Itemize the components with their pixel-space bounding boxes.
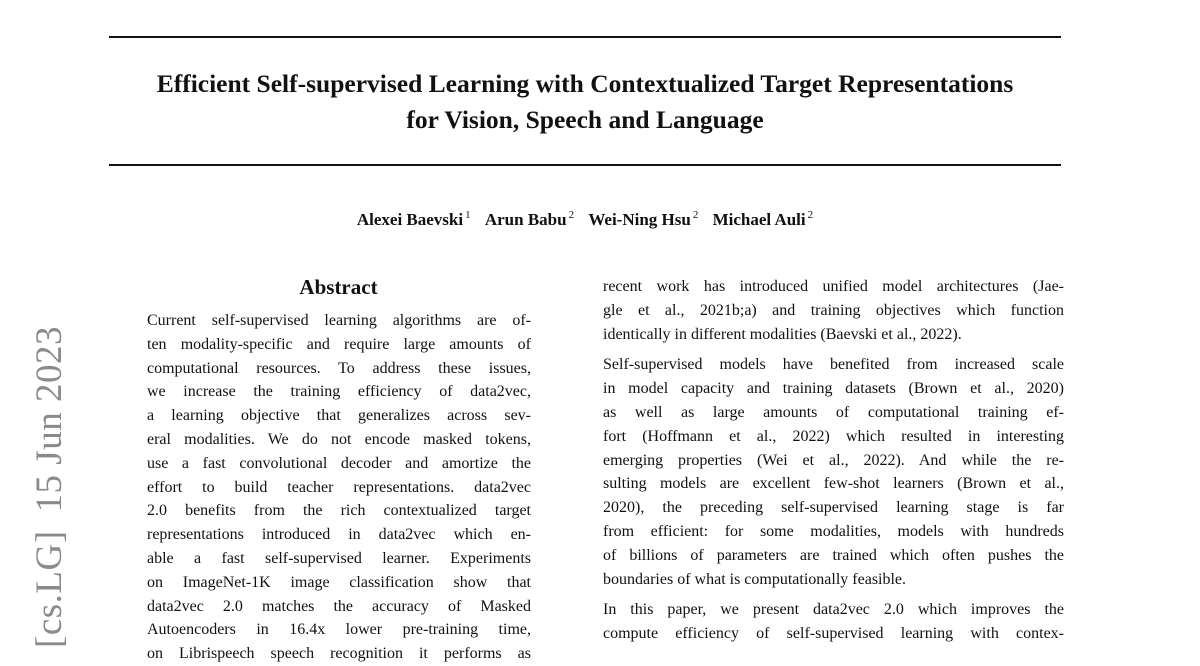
author — [713, 208, 814, 232]
intro-paragraph-2 — [603, 353, 1064, 591]
title-bottom-rule — [109, 164, 1061, 166]
intro-body — [603, 275, 1064, 646]
body-line: Self-supervised models have benefited from increased scale — [603, 356, 1064, 374]
body-line: 2020), the preceding self-supervised learning stage is far — [603, 499, 1064, 517]
body-line: sulting models are excellent few-shot learners (Brown et al., — [603, 475, 1064, 493]
body-line: gle et al., 2021b;a) and training objectives which function — [603, 301, 1064, 319]
author-name: Alexei Baevski — [356, 210, 464, 229]
abstract-line: a learning objective that generalizes across sev- — [147, 407, 531, 425]
arxiv-sidebar-stamp — [28, 326, 72, 648]
body-line: In this paper, we present data2vec 2.0 which improves the — [603, 601, 1064, 619]
abstract-line: use a fast convolutional decoder and amortize the — [147, 454, 531, 472]
abstract-line: computational resources. To address these issues, — [147, 359, 531, 377]
abstract-heading: Abstract — [299, 275, 378, 299]
author-list — [109, 208, 1061, 232]
body-line: recent work has introduced unified model architectures (Jae- — [603, 278, 1064, 295]
abstract-line: on ImageNet-1K image classification show that — [147, 573, 531, 591]
body-line: in model capacity and training datasets (Brown et al., 2020) — [603, 380, 1064, 398]
author-name: Wei-Ning Hsu — [588, 210, 691, 229]
paper-title — [109, 66, 1061, 138]
author-affiliation: 2 — [568, 209, 575, 221]
body-line: compute efficiency of self-supervised learning with contex- — [603, 625, 1064, 643]
body-line: of billions of parameters are trained which often pushes the — [603, 546, 1064, 564]
intro-paragraph-3 — [603, 598, 1064, 646]
title-line-2: for Vision, Speech and Language — [406, 105, 764, 134]
author-name: Michael Auli — [712, 210, 806, 229]
title-top-rule — [109, 36, 1061, 38]
author — [588, 208, 698, 232]
abstract-line: eral modalities. We do not encode masked tokens, — [147, 430, 531, 448]
body-line: fort (Hoffmann et al., 2022) which resulted in interesting — [603, 427, 1064, 445]
author-affiliation: 2 — [807, 209, 814, 221]
title-line-1: Efficient Self-supervised Learning with Contextualized Target Representations — [156, 69, 1014, 98]
author-affiliation: 2 — [692, 209, 699, 221]
body-line: as well as large amounts of computational training ef- — [603, 403, 1064, 421]
abstract-line: Autoencoders in 16.4x lower pre-training time, — [147, 621, 531, 639]
abstract-line: we increase the training efficiency of data2vec, — [147, 383, 531, 401]
abstract-line: Current self-supervised learning algorithms are of- — [147, 312, 531, 329]
abstract-line: data2vec 2.0 matches the accuracy of Masked — [147, 597, 531, 615]
body-line: from efficient: for some modalities, models with hundreds — [603, 522, 1064, 540]
abstract-line: able a fast self-supervised learner. Experiments — [147, 549, 531, 567]
abstract-line: 2.0 benefits from the rich contextualized target — [147, 502, 531, 520]
abstract-line: on Librispeech speech recognition it performs as — [147, 645, 531, 663]
author — [485, 208, 574, 232]
abstract-line: representations introduced in data2vec which en- — [147, 526, 531, 544]
arxiv-category: [cs.LG] — [29, 530, 70, 648]
author-affiliation: 1 — [465, 209, 471, 221]
abstract-body — [147, 309, 531, 666]
author — [357, 208, 471, 232]
body-line: emerging properties (Wei et al., 2022). And while the re- — [603, 451, 1064, 469]
body-line: boundaries of what is computationally feasible. — [603, 570, 907, 588]
abstract-line: effort to build teacher representations. data2vec — [147, 478, 531, 496]
author-name: Arun Babu — [484, 210, 567, 229]
body-line: identically in different modalities (Baevski et al., 2022). — [603, 325, 962, 343]
arxiv-date: 15 Jun 2023 — [29, 326, 70, 513]
abstract-line: ten modality-specific and require large amounts of — [147, 335, 531, 353]
intro-paragraph-1 — [603, 275, 1064, 346]
